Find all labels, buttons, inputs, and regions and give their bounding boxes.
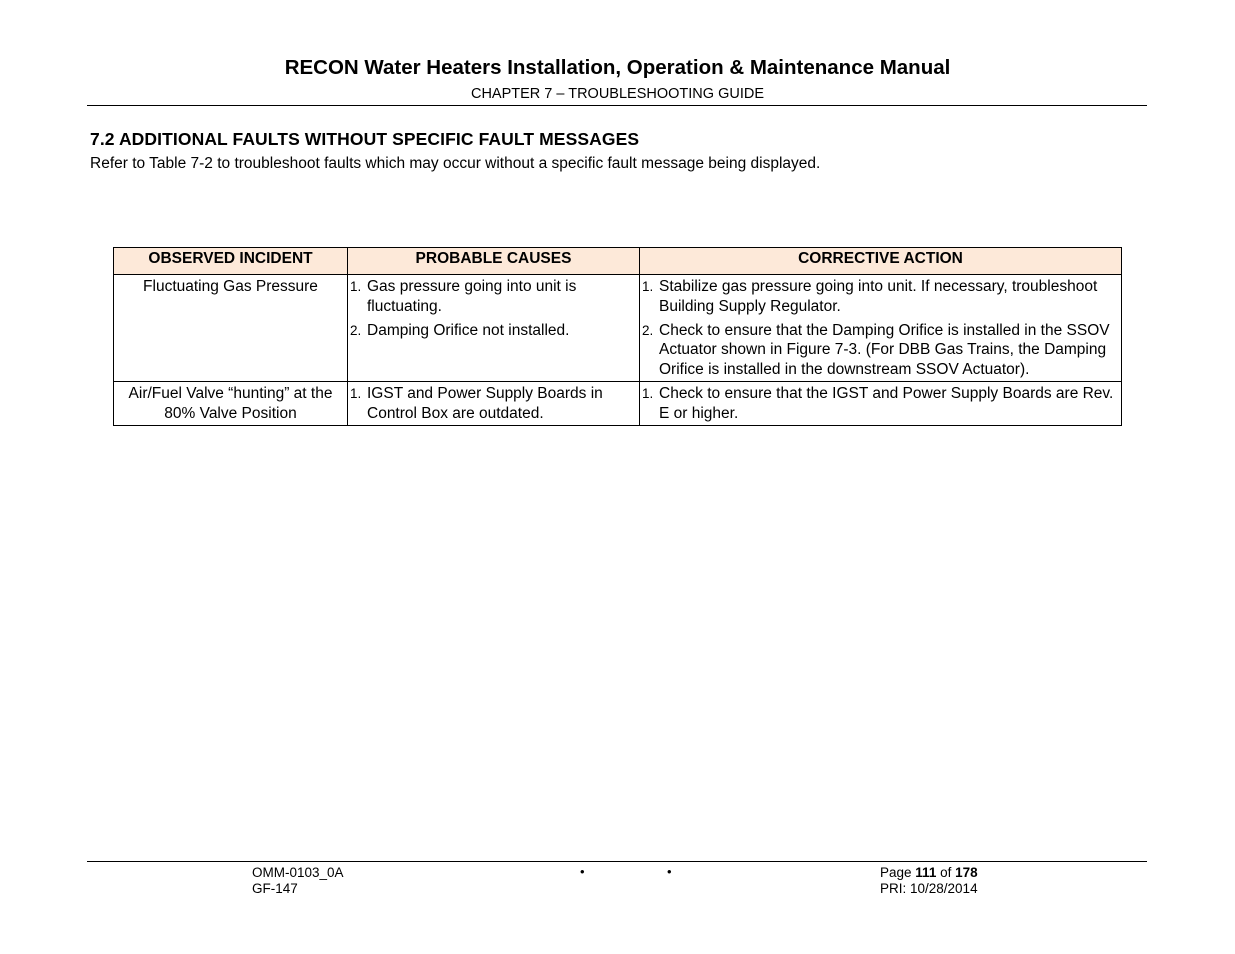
footer-divider — [87, 861, 1147, 862]
header-corrective-action: CORRECTIVE ACTION — [640, 248, 1122, 275]
item-text: Check to ensure that the Damping Orifice is installed in the SSOV Actuator shown in Figure 7-3. (For DBB Gas Trains, the Damping Orifice is installed in the downstream SSOV Actuator). — [659, 321, 1110, 379]
item-text: Check to ensure that the IGST and Power Supply Boards are Rev. E or higher. — [659, 384, 1114, 422]
faults-table — [113, 247, 1122, 426]
item-text: Stabilize gas pressure going into unit. If necessary, troubleshoot Building Supply Regulator. — [659, 278, 1098, 315]
table-row — [114, 275, 1122, 382]
item-number: 1. — [642, 385, 654, 401]
list-item — [350, 321, 635, 341]
table-header-row — [114, 248, 1122, 275]
causes-cell — [348, 275, 640, 382]
item-text: Gas pressure going into unit is fluctuating. — [367, 278, 577, 315]
footer-left — [252, 865, 344, 897]
item-number: 1. — [350, 279, 362, 294]
item-number: 2. — [350, 322, 362, 338]
page-indicator — [880, 865, 978, 881]
item-number: 1. — [350, 385, 362, 401]
list-item — [350, 277, 635, 317]
section-heading: 7.2 ADDITIONAL FAULTS WITHOUT SPECIFIC FAULT MESSAGES — [90, 129, 640, 149]
page-total: 178 — [955, 865, 978, 880]
list-item — [642, 277, 1117, 317]
item-number: 2. — [642, 322, 654, 338]
list-item — [642, 384, 1117, 424]
page-current: 111 — [915, 865, 937, 880]
list-item — [350, 384, 635, 424]
pri-date: PRI: 10/28/2014 — [880, 881, 978, 896]
header-probable-causes: PROBABLE CAUSES — [348, 248, 640, 275]
list-item — [642, 321, 1117, 380]
chapter-subtitle: CHAPTER 7 – TROUBLESHOOTING GUIDE — [470, 86, 764, 102]
item-text: Damping Orifice not installed. — [367, 321, 570, 339]
document-title: RECON Water Heaters Installation, Operation & Maintenance Manual — [284, 56, 951, 79]
causes-cell — [348, 381, 640, 425]
actions-cell — [640, 381, 1122, 425]
actions-cell — [640, 275, 1122, 382]
footer-bullet: • — [667, 864, 672, 879]
section-intro: Refer to Table 7-2 to troubleshoot faults which may occur without a specific fault message being displayed. — [90, 155, 821, 172]
form-number: GF-147 — [252, 881, 298, 896]
header-divider — [87, 105, 1147, 106]
page-of: of — [940, 865, 952, 880]
item-text: IGST and Power Supply Boards in Control Box are outdated. — [367, 384, 603, 422]
footer-bullet: • — [580, 864, 585, 879]
table-row — [114, 381, 1122, 425]
doc-number: OMM-0103_0A — [252, 865, 344, 880]
page-prefix: Page — [880, 865, 912, 880]
incident-cell: Fluctuating Gas Pressure — [114, 275, 348, 382]
item-number: 1. — [642, 279, 654, 294]
incident-cell: Air/Fuel Valve “hunting” at the 80% Valve Position — [114, 381, 348, 425]
footer-right — [880, 865, 978, 897]
header-observed-incident: OBSERVED INCIDENT — [114, 248, 348, 275]
